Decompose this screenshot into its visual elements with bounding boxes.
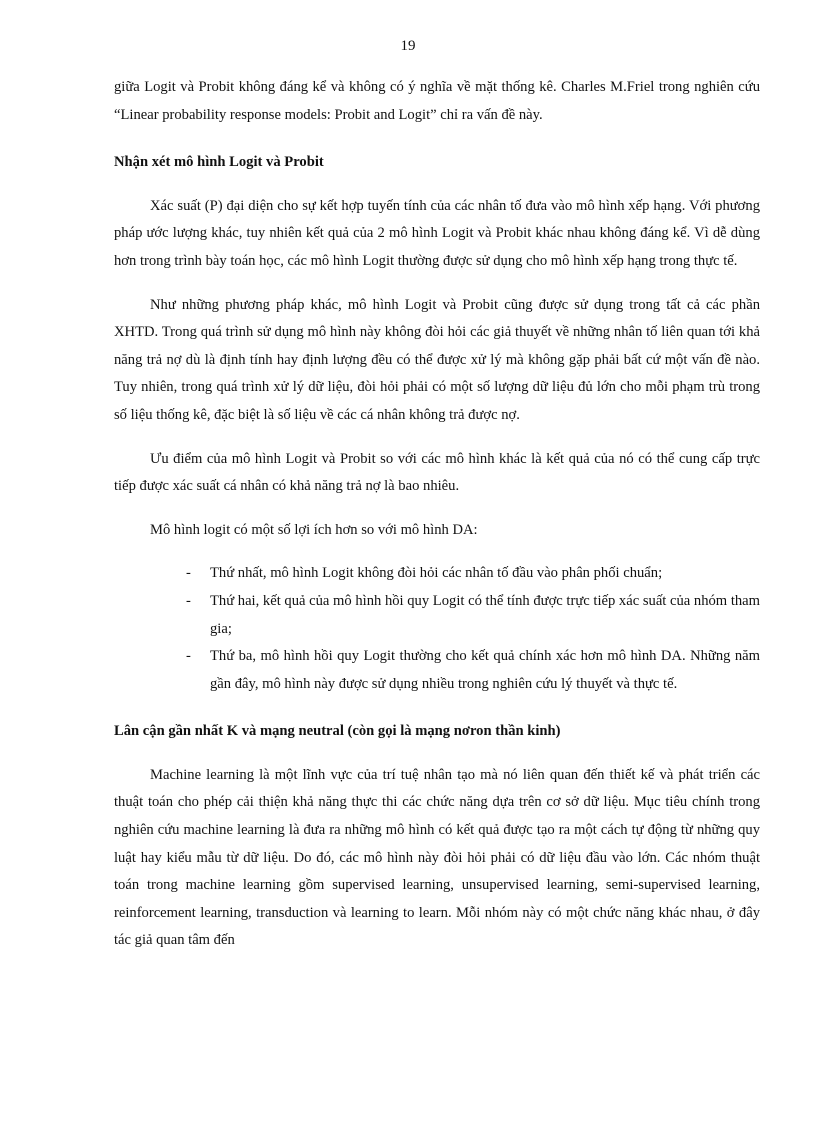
paragraph-usage: Như những phương pháp khác, mô hình Logit và Probit cũng được sử dụng trong tất cả các phần XHTD. Trong quá trình sử dụng mô hình này không đòi hỏi các giả thuyết về những nhân tố liên quan tới khả năng trả nợ dù là định tính hay định lượng đều có thể được xử lý mà không gặp phải bất cứ một vấn đề nào. Tuy nhiên, trong quá trình xử lý dữ liệu, đòi hỏi phải có một số lượng dữ liệu đủ lớn cho mỗi phạm trù trong số liệu thống kê, đặc biệt là số liệu về các cá nhân không trả được nợ. bbox=[114, 296, 760, 423]
page-number: 19 bbox=[400, 38, 416, 54]
list-item bbox=[114, 560, 760, 588]
paragraph-advantages: Ưu điểm của mô hình Logit và Probit so với các mô hình khác là kết quả của nó có thể cung cấp trực tiếp được xác suất cá nhân có khả năng trả nợ là bao nhiêu. bbox=[114, 450, 760, 495]
paragraph-probability: Xác suất (P) đại diện cho sự kết hợp tuyến tính của các nhân tố đưa vào mô hình xếp hạng. Với phương pháp ước lượng khác, tuy nhiên kết quả của 2 mô hình Logit và Probit khác nhau không đáng kể. Vì dễ dùng hơn trong trình bày toán học, các mô hình Logit thường được sử dụng cho mô hình xếp hạng trong thực tế. bbox=[114, 197, 760, 269]
list-item-text: Thứ nhất, mô hình Logit không đòi hỏi các nhân tố đầu vào phân phối chuẩn; bbox=[210, 565, 663, 582]
paragraph-benefits-intro: Mô hình logit có một số lợi ích hơn so với mô hình DA: bbox=[150, 521, 478, 538]
document-body bbox=[114, 74, 760, 955]
list-item bbox=[114, 643, 760, 698]
bullet-dash: - bbox=[186, 565, 191, 582]
list-item bbox=[114, 588, 760, 643]
list-item-text: Thứ ba, mô hình hồi quy Logit thường cho kết quả chính xác hơn mô hình DA. Những năm gần đây, mô hình này được sử dụng nhiều trong nghiên cứu lý thuyết và thực tế. bbox=[210, 648, 760, 692]
paragraph-machine-learning: Machine learning là một lĩnh vực của trí tuệ nhân tạo mà nó liên quan đến thiết kế và phát triển các thuật toán cho phép cải thiện khả năng thực thi các chức năng dựa trên cơ sở dữ liệu. Mục tiêu chính trong nghiên cứu machine learning là đưa ra những mô hình có kết quả được tạo ra một cách tự động từ những quy luật hay kiểu mẫu từ dữ liệu. Do đó, các mô hình này đòi hỏi phải có dữ liệu đầu vào lớn. Các nhóm thuật toán trong machine learning gồm supervised learning, unsupervised learning, semi-supervised learning, reinforcement learning, transduction và learning to learn. Mỗi nhóm này có một chức năng khác nhau, ở đây tác giả quan tâm đến bbox=[114, 766, 760, 949]
bullet-dash: - bbox=[186, 592, 191, 609]
section-heading-logit-probit: Nhận xét mô hình Logit và Probit bbox=[114, 154, 324, 171]
bullet-dash: - bbox=[186, 648, 191, 665]
section-heading-knn-neural: Lân cận gần nhất K và mạng neutral (còn gọi là mạng nơron thần kinh) bbox=[114, 723, 561, 740]
paragraph-continuation: giữa Logit và Probit không đáng kể và không có ý nghĩa về mặt thống kê. Charles M.Friel trong nghiên cứu “Linear probability response models: Probit and Logit” chỉ ra vấn đề này. bbox=[114, 79, 760, 123]
list-item-text: Thứ hai, kết quả của mô hình hồi quy Logit có thể tính được trực tiếp xác suất của nhóm tham gia; bbox=[210, 592, 760, 637]
benefits-list bbox=[114, 560, 760, 698]
